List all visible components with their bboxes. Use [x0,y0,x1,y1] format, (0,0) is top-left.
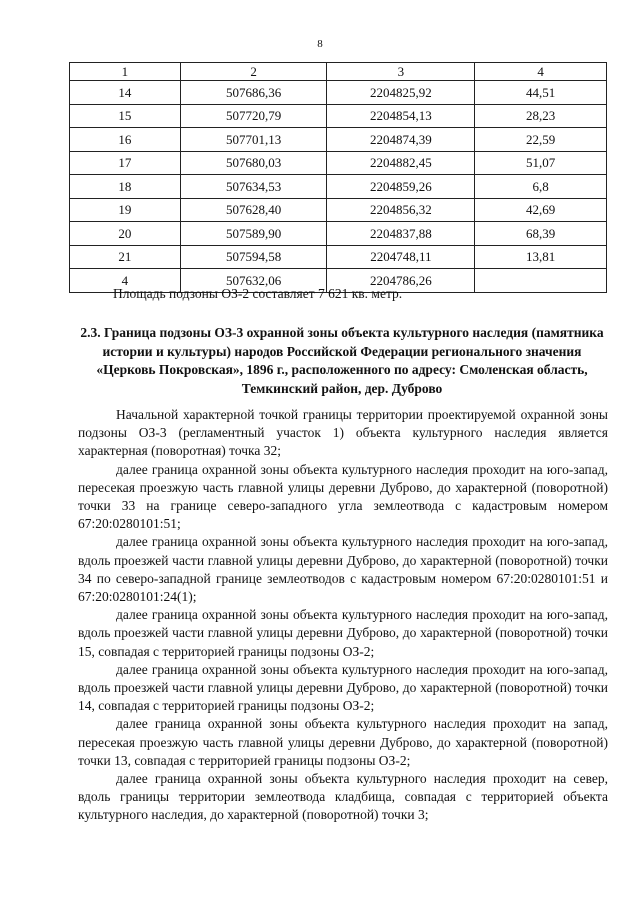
body-text [78,406,608,825]
point-number-cell: 21 [70,245,181,269]
point-number-cell: 17 [70,151,181,175]
paragraph: далее граница охранной зоны объекта культурного наследия проходит на юго-запад, пересекая проезжую часть главной улицы деревни Дуброво, до характерной (поворотной) точки 33 на границе северо-западного угла землеотвода с кадастровым номером 67:20:0280101:51; [78,461,608,532]
y-coordinate-cell: 2204825,92 [327,81,475,105]
y-coordinate-cell: 2204882,45 [327,151,475,175]
paragraph: далее граница охранной зоны объекта культурного наследия проходит на юго-запад, вдоль проезжей части главной улицы деревни Дуброво, до характерной (поворотной) точки 15, совпадая с территорией границы подзоны ОЗ-2; [78,607,608,659]
x-coordinate-cell: 507589,90 [180,222,327,246]
table-row [70,104,607,128]
point-number-cell: 19 [70,198,181,222]
x-coordinate-cell: 507634,53 [180,175,327,199]
point-number-cell: 20 [70,222,181,246]
distance-cell: 44,51 [475,81,607,105]
coordinates-table [69,62,607,293]
distance-cell: 68,39 [475,222,607,246]
x-coordinate-cell: 507701,13 [180,128,327,152]
distance-cell: 51,07 [475,151,607,175]
paragraph: далее граница охранной зоны объекта культурного наследия проходит на запад, пересекая проезжую часть главной улицы деревни Дуброво, до характерной (поворотной) точки 13, совпадая с территорией границы подзоны ОЗ-2; [78,716,608,768]
x-coordinate-cell: 507686,36 [180,81,327,105]
paragraph: далее граница охранной зоны объекта культурного наследия проходит на юго-запад, вдоль проезжей части главной улицы деревни Дуброво, до характерной (поворотной) точки 14, совпадая с территорией границы подзоны ОЗ-2; [78,661,608,714]
table-header-cell: 1 [70,63,181,81]
y-coordinate-cell: 2204859,26 [327,175,475,199]
point-number-cell: 18 [70,175,181,199]
table-row [70,128,607,152]
point-number-cell: 4 [70,269,181,293]
table-header-cell: 3 [327,63,475,81]
table-row [70,245,607,269]
page-number: 8 [317,38,323,50]
distance-cell: 6,8 [475,175,607,199]
point-number-cell: 15 [70,104,181,128]
table-header-row [70,63,607,81]
y-coordinate-cell: 2204854,13 [327,104,475,128]
paragraph: далее граница охранной зоны объекта культурного наследия проходит на юго-запад, вдоль проезжей части главной улицы деревни Дуброво, до характерной (поворотной) точки 34 по северо-западной границе землеотводов с кадастровым номером 67:20:0280101:51 и 67:20:0280101:24(1); [78,534,608,605]
paragraph: далее граница охранной зоны объекта культурного наследия проходит на север, вдоль границы территории землеотвода кладбища, совпадая с территорией объекта культурного наследия, до характерной (поворотной) точки 3; [78,771,608,823]
point-number-cell: 16 [70,128,181,152]
section-title: 2.3. Граница подзоны ОЗ-3 охранной зоны объекта культурного наследия (памятника истории и культуры) народов Российской Федерации регионального значения «Церковь Покровская», 1896 г., расположенного по адресу: Смоленская область, Темкинский район, дер. Дуброво [80,325,604,396]
y-coordinate-cell: 2204856,32 [327,198,475,222]
x-coordinate-cell: 507720,79 [180,104,327,128]
distance-cell [475,269,607,293]
distance-cell: 28,23 [475,104,607,128]
table-header-cell: 4 [475,63,607,81]
x-coordinate-cell: 507628,40 [180,198,327,222]
x-coordinate-cell: 507594,58 [180,245,327,269]
table-row [70,81,607,105]
x-coordinate-cell: 507680,03 [180,151,327,175]
distance-cell: 22,59 [475,128,607,152]
area-note: Площадь подзоны ОЗ-2 составляет 7 621 кв. метр. [113,286,403,301]
distance-cell: 13,81 [475,245,607,269]
table-row [70,151,607,175]
paragraph: Начальной характерной точкой границы территории проектируемой охранной зоны подзоны ОЗ-3 (регламентный участок 1) объекта культурного наследия является характерная (поворотная) точка 32; [78,407,608,459]
y-coordinate-cell: 2204837,88 [327,222,475,246]
table-header-cell: 2 [180,63,327,81]
table-row [70,222,607,246]
y-coordinate-cell: 2204874,39 [327,128,475,152]
table-row [70,175,607,199]
point-number-cell: 14 [70,81,181,105]
distance-cell: 42,69 [475,198,607,222]
y-coordinate-cell: 2204748,11 [327,245,475,269]
table-row [70,198,607,222]
y-coordinate-cell: 2204786,26 [327,269,475,293]
x-coordinate-cell: 507632,06 [180,269,327,293]
